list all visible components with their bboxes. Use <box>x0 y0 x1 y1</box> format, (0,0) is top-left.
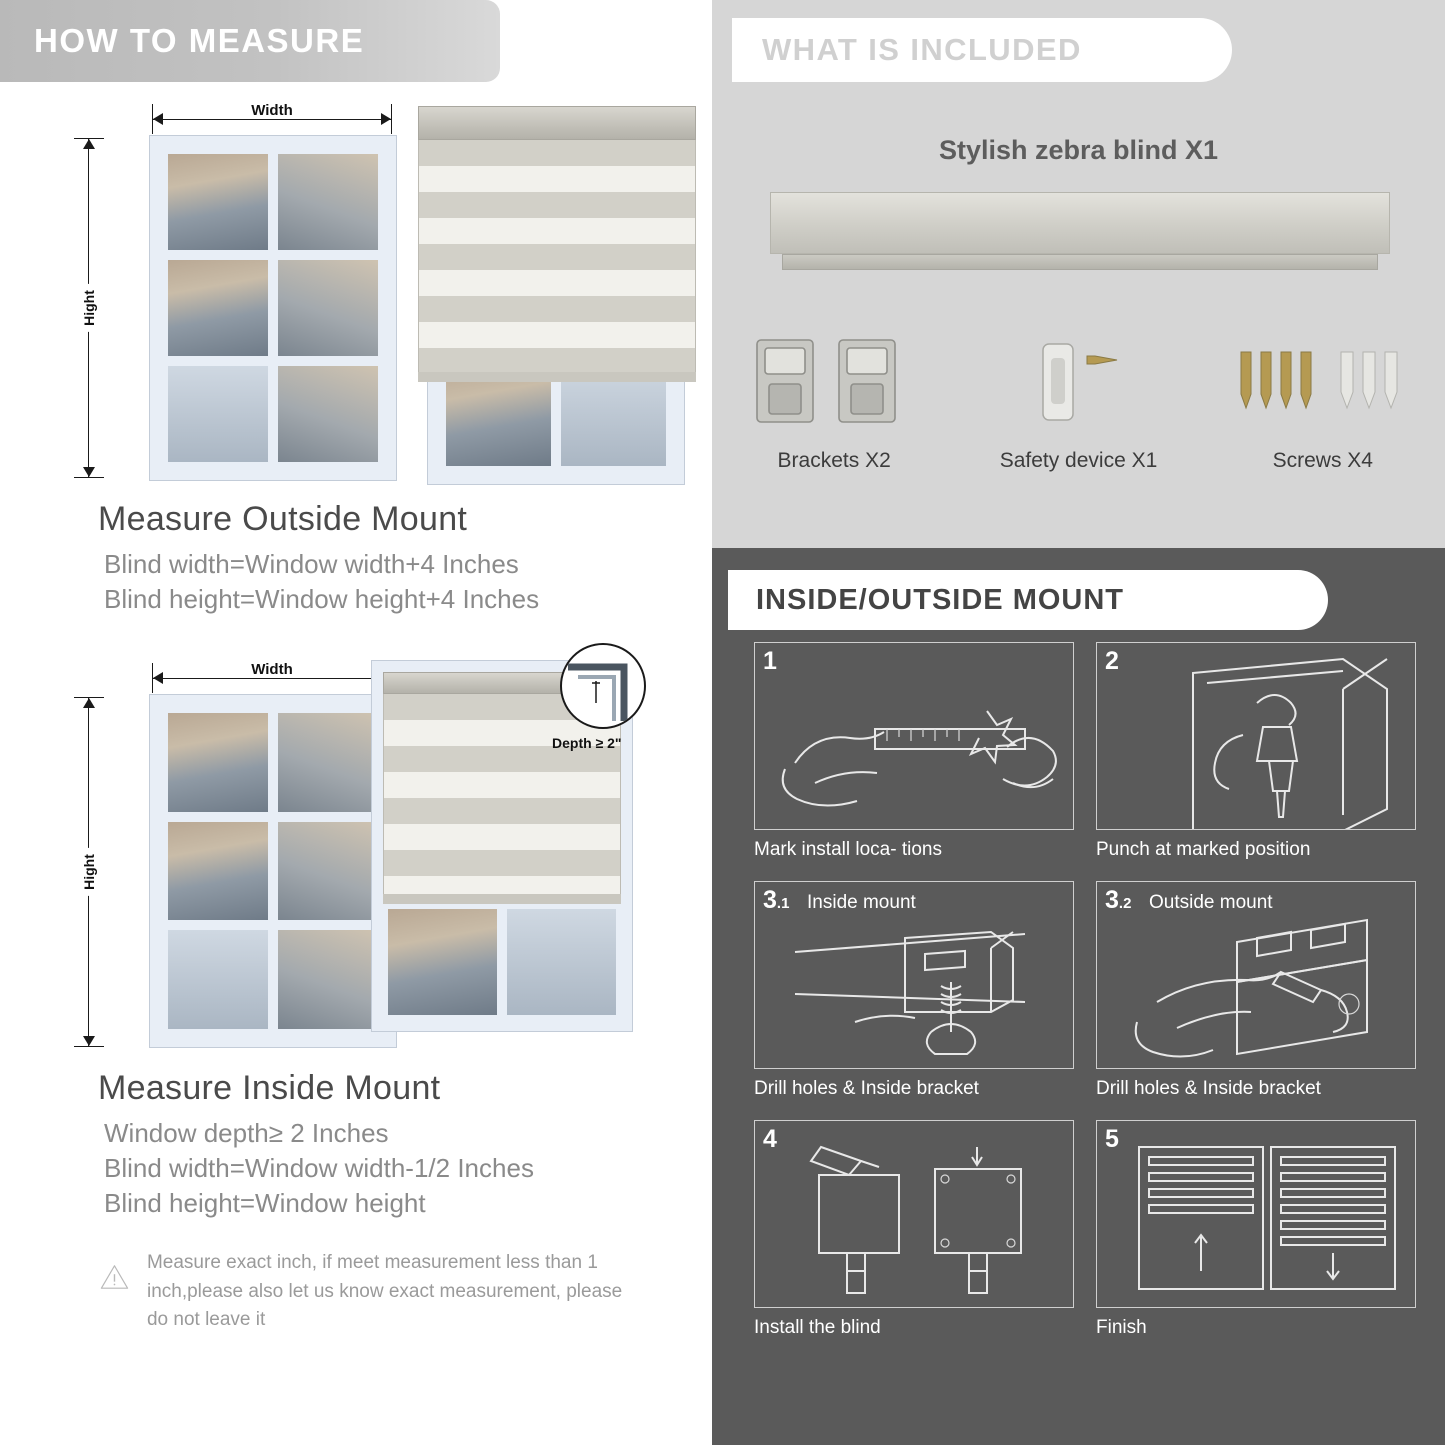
outside-mount-block <box>0 94 712 615</box>
what-is-included-panel <box>712 0 1445 548</box>
step-3-1 <box>754 881 1074 1100</box>
window-illustration-inside <box>150 695 396 1047</box>
step-3-2-sub: .2 <box>1118 895 1132 912</box>
step-5-number: 5 <box>1105 1125 1119 1153</box>
step-2-caption: Punch at marked position <box>1096 839 1311 860</box>
part-screws <box>1201 330 1445 473</box>
window-pane <box>273 817 383 926</box>
window-pane <box>273 925 383 1034</box>
outside-width-label: Width <box>243 102 301 119</box>
part-label-screws: Screws X4 <box>1272 449 1373 472</box>
inside-mount-diagram <box>52 653 712 1063</box>
step-3-1-illustration <box>754 881 1074 1069</box>
inside-mount-line-3: Blind height=Window height <box>104 1188 426 1218</box>
step-4-illustration <box>754 1120 1074 1308</box>
safety-device-icon <box>983 330 1173 434</box>
window-pane <box>273 361 383 467</box>
step-4-number: 4 <box>763 1125 777 1153</box>
part-brackets <box>712 330 956 473</box>
measurement-note-text: Measure exact inch, if meet measurement less than 1 inch,please also let us know exact measurement, please do not leave it <box>146 1252 623 1330</box>
window-pane <box>163 925 273 1034</box>
step-3-1-inline-label: Inside mount <box>807 892 916 913</box>
right-column <box>712 0 1445 1445</box>
step-3-2-illustration <box>1096 881 1416 1069</box>
step-1-caption: Mark install loca- tions <box>754 839 942 860</box>
outside-height-label: Hight <box>81 284 97 332</box>
window-pane <box>273 708 383 817</box>
window-pane <box>383 904 502 1020</box>
product-title: Stylish zebra blind X1 <box>938 135 1219 165</box>
step-2-number: 2 <box>1105 647 1119 675</box>
window-with-blind-outside <box>418 94 696 484</box>
part-label-safety-device: Safety device X1 <box>999 449 1158 472</box>
step-4-caption: Install the blind <box>754 1317 881 1338</box>
screws-icon <box>1223 330 1423 434</box>
part-safety-device <box>956 330 1200 473</box>
step-5 <box>1096 1120 1416 1339</box>
inside-mount-block <box>0 653 712 1219</box>
window-pane <box>163 149 273 255</box>
what-is-included-title: WHAT IS INCLUDED <box>762 32 1082 67</box>
window-pane <box>502 904 621 1020</box>
step-3-2 <box>1096 881 1416 1100</box>
warning-triangle-icon <box>100 1249 129 1305</box>
mount-title: INSIDE/OUTSIDE MOUNT <box>756 583 1125 616</box>
inside-height-label: Hight <box>81 848 97 896</box>
inside-mount-heading: Measure Inside Mount <box>98 1069 441 1107</box>
how-to-measure-title: HOW TO MEASURE <box>34 22 365 59</box>
step-5-caption: Finish <box>1096 1317 1147 1338</box>
mount-steps <box>754 642 1414 1339</box>
outside-width-dimension <box>152 102 392 128</box>
step-1-illustration <box>754 642 1074 830</box>
zebra-blind-illustration <box>418 106 696 382</box>
step-3-1-caption: Drill holes & Inside bracket <box>754 1078 979 1099</box>
step-3-2-caption: Drill holes & Inside bracket <box>1096 1078 1321 1099</box>
window-pane <box>163 817 273 926</box>
step-3-2-inline-label: Outside mount <box>1149 892 1273 913</box>
how-to-measure-banner <box>0 0 500 82</box>
depth-callout-label: Depth ≥ 2" <box>552 735 622 751</box>
window-pane <box>273 149 383 255</box>
step-5-illustration <box>1096 1120 1416 1308</box>
depth-detail-icon <box>562 645 646 729</box>
outside-height-dimension <box>74 138 104 478</box>
step-3-1-sub: .1 <box>776 895 790 912</box>
window-pane <box>163 708 273 817</box>
inside-mount-line-1: Window depth≥ 2 Inches <box>104 1118 389 1148</box>
mount-banner <box>728 570 1328 630</box>
parts-list <box>712 330 1445 473</box>
step-2-illustration <box>1096 642 1416 830</box>
window-pane <box>163 361 273 467</box>
outside-mount-line-1: Blind width=Window width+4 Inches <box>104 549 519 579</box>
step-4 <box>754 1120 1074 1339</box>
inside-width-label: Width <box>243 661 301 678</box>
step-1 <box>754 642 1074 861</box>
window-pane <box>163 255 273 361</box>
measurement-note <box>100 1249 640 1335</box>
outside-mount-line-2: Blind height=Window height+4 Inches <box>104 584 540 614</box>
step-3-1-number: 3 <box>763 886 777 914</box>
step-2 <box>1096 642 1416 861</box>
blind-product-image <box>770 192 1390 270</box>
step-3-2-number: 3 <box>1105 886 1119 914</box>
depth-callout <box>560 643 646 729</box>
inside-outside-mount-panel <box>712 548 1445 1445</box>
window-illustration-outside <box>150 136 396 480</box>
step-1-number: 1 <box>763 647 777 675</box>
inside-width-dimension <box>152 661 392 687</box>
window-pane <box>273 255 383 361</box>
outside-mount-heading: Measure Outside Mount <box>98 500 468 538</box>
brackets-icon <box>739 330 929 434</box>
inside-height-dimension <box>74 697 104 1047</box>
how-to-measure-column <box>0 0 712 1445</box>
outside-mount-diagram <box>52 94 712 494</box>
inside-mount-line-2: Blind width=Window width-1/2 Inches <box>104 1153 534 1183</box>
part-label-brackets: Brackets X2 <box>777 449 891 472</box>
what-is-included-banner <box>732 18 1232 82</box>
